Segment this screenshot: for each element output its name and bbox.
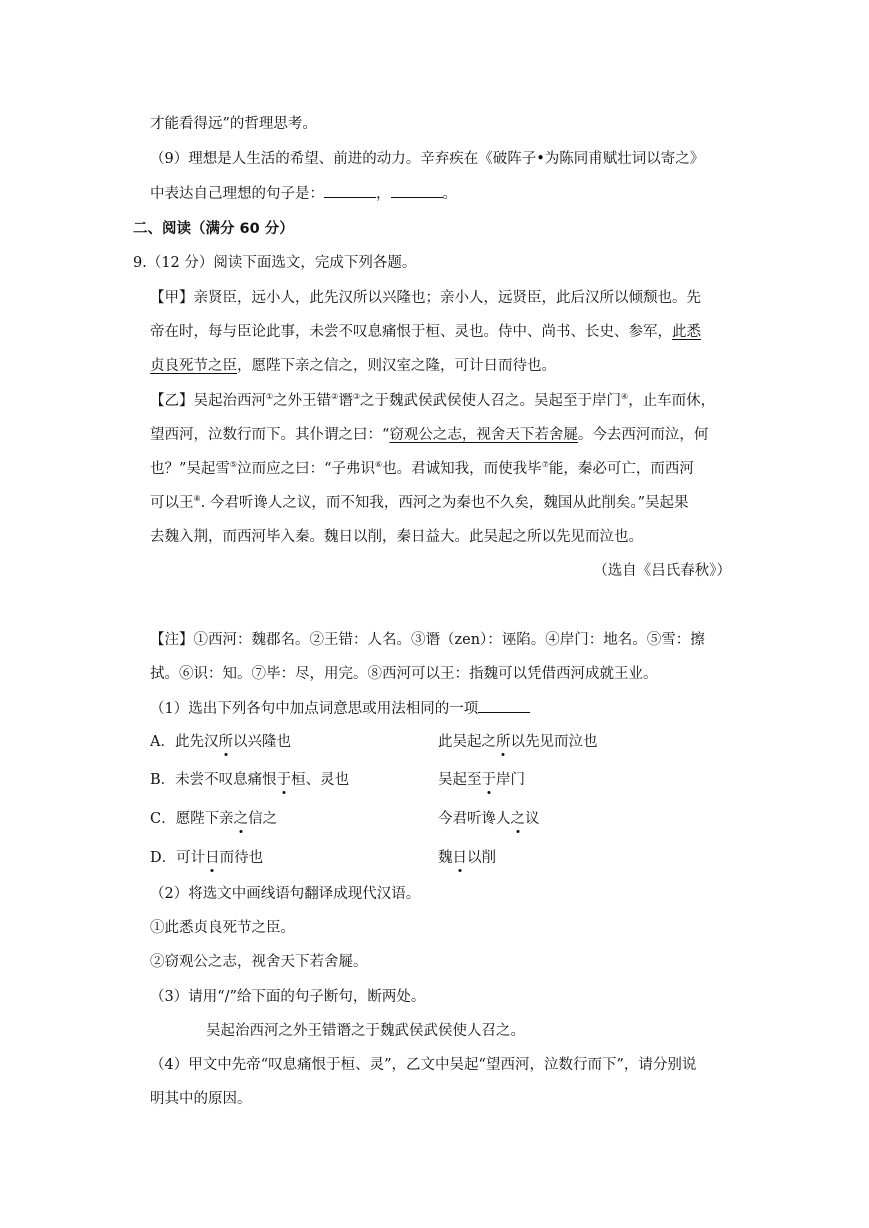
section-title: 二、阅读（满分 60 分） [133, 221, 294, 237]
passage-source: （选自《吕氏春秋》） [593, 563, 731, 579]
option-c-left: C．愿陛下亲之信之 [150, 811, 278, 827]
punctuate-sentence: 吴起治西河之外王错谮之于魏武侯武侯使人召之。 [206, 1023, 525, 1039]
dotted-word: 日 [452, 850, 467, 866]
dotted-word: 之 [233, 811, 249, 827]
option-d-right: 魏日以削 [438, 850, 496, 866]
translate-sentence-1: ①此悉贞良死节之臣。 [150, 920, 295, 936]
passage-jia-line3: 贞良死节之臣，愿陛下亲之信之，则汉室之隆，可计日而待也。 [150, 358, 556, 374]
passage-jia-line2: 帝在时，每与臣论此事，未尝不叹息痛恨于桓、灵也。侍中、尚书、长史、参军，此悉 [150, 324, 701, 340]
answer-blank-1[interactable] [324, 196, 376, 198]
note-ref: ① [266, 392, 274, 401]
answer-blank-3[interactable] [478, 711, 530, 713]
passage-yi-line3: 也？”吴起雪⑤泣而应之曰：“子弗识⑥也。君诚知我，而使我毕⑦能，秦必可亡，而西河 [150, 460, 694, 477]
note-ref: ⑤ [229, 460, 238, 469]
note-ref: ⑦ [541, 460, 549, 469]
q8-item9-line2: 中表达自己理想的句子是： ， 。 [150, 186, 457, 202]
dotted-word: 所 [496, 734, 511, 750]
underlined-sentence-1b: 贞良死节之臣 [150, 358, 237, 374]
sub-question-2: （2）将选文中画线语句翻译成现代汉语。 [150, 886, 421, 902]
note-ref: ⑧ [193, 494, 201, 503]
dotted-word: 于 [276, 772, 292, 788]
option-d-left: D．可计日而待也 [150, 850, 264, 866]
passage-yi-line1: 【乙】吴起治西河①之外王错②谮③之于魏武侯武侯使人召之。吴起至于岸门④，止车而休， [150, 392, 716, 409]
translate-sentence-2: ②窃观公之志，视舍天下若舍屣。 [150, 954, 368, 970]
note-ref: ④ [621, 392, 629, 401]
sub-question-4-line2: 明其中的原因。 [150, 1091, 252, 1107]
question-stem: 9.（12 分）阅读下面选文，完成下列各题。 [133, 255, 417, 271]
sub-question-1: （1）选出下列各句中加点词意思或用法相同的一项 [150, 697, 530, 718]
passage-yi-line2: 望西河，泣数行而下。其仆谓之曰：“窃观公之志，视舍天下若舍屣。今去西河而泣，何 [150, 427, 709, 443]
underlined-sentence-1a: 此悉 [672, 324, 701, 340]
dotted-word: 所 [218, 734, 233, 750]
note-ref: ⑥ [375, 460, 383, 469]
passage-jia-line1: 【甲】亲贤臣，远小人，此先汉所以兴隆也；亲小人，远贤臣，此后汉所以倾颓也。先 [150, 290, 701, 306]
option-b-right: 吴起至于岸门 [438, 772, 525, 788]
passage-yi-line5: 去魏入荆，而西河毕入秦。魏日以削，秦日益大。此吴起之所以先见而泣也。 [150, 529, 643, 545]
option-b-left: B．未尝不叹息痛恨于桓、灵也 [150, 772, 350, 788]
dotted-word: 日 [205, 850, 220, 866]
option-a-right: 此吴起之所以先见而泣也 [438, 734, 598, 750]
dotted-word: 之 [510, 811, 525, 827]
notes-line1: 【注】①西河：魏郡名。②王错：人名。③谮（zen）：诬陷。④岸门：地名。⑤雪：擦 [150, 632, 705, 648]
note-ref: ② [331, 392, 339, 401]
underlined-sentence-2: 窃观公之志，视舍天下若舍屣 [389, 427, 578, 443]
dotted-word: 于 [481, 772, 496, 788]
sub-question-3: （3）请用“/”给下面的句子断句，断两处。 [150, 989, 426, 1005]
sub-question-4-line1: （4）甲文中先帝“叹息痛恨于桓、灵”，乙文中吴起“望西河，泣数行而下”，请分别说 [150, 1057, 697, 1073]
answer-blank-2[interactable] [391, 196, 443, 198]
note-ref: ③ [352, 392, 361, 401]
passage-yi-line4: 可以王⑧. 今君听谗人之议，而不知我，西河之为秦也不久矣，魏国从此削矣。”吴起果 [150, 494, 689, 511]
q8-item9-line1: （9）理想是人生活的希望、前进的动力。辛弃疾在《破阵子•为陈同甫赋壮词以寄之》 [150, 151, 705, 167]
option-a-left: A．此先汉所以兴隆也 [150, 734, 291, 750]
q8-line-end: 才能看得远”的哲理思考。 [150, 116, 317, 132]
option-c-right: 今君听谗人之议 [438, 811, 540, 827]
notes-line2: 拭。⑥识：知。⑦毕：尽，用完。⑧西河可以王：指魏可以凭借西河成就王业。 [150, 666, 658, 682]
